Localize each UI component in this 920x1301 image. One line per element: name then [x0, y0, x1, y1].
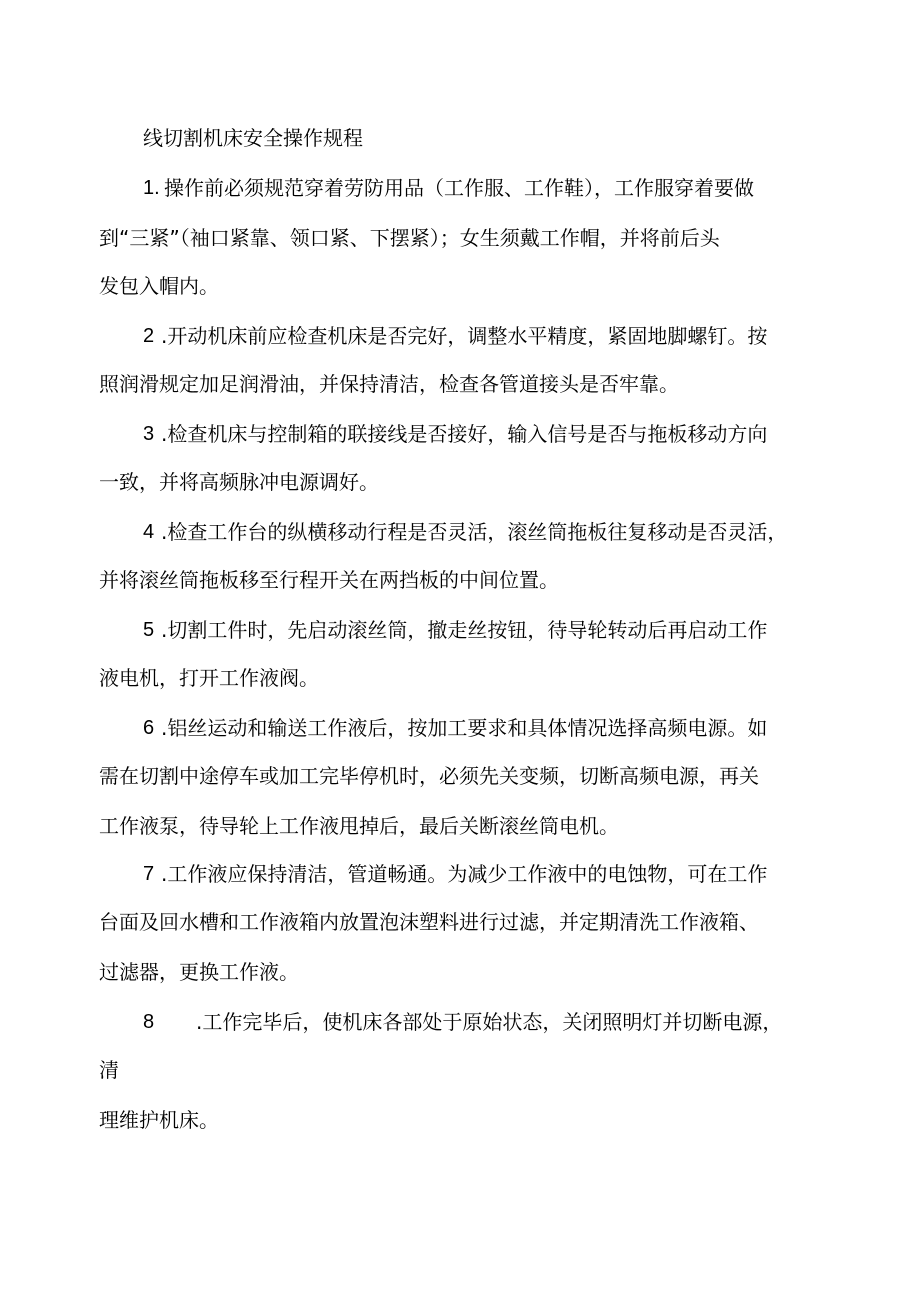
item-6-number: 6 [143, 717, 155, 739]
item-4-line-1: .检查工作台的纵横移动行程是否灵活，滚丝筒拖板往复移动是否灵活， [161, 520, 788, 544]
item-8-line-2: 清 [99, 1058, 119, 1082]
item-6-line-3: 工作液泵，待导轮上工作液甩掉后，最后关断滚丝筒电机。 [99, 814, 619, 838]
item-1-number: 1. [143, 177, 160, 199]
item-1-line-1: 操作前必须规范穿着劳防用品（工作服、工作鞋），工作服穿着要做 [164, 176, 754, 200]
item-1-line-3: 发包入帽内。 [99, 274, 219, 298]
item-2-line-1: .开动机床前应检查机床是否完好，调整水平精度，紧固地脚螺钉。按 [161, 324, 768, 348]
item-6-line-1: .铝丝运动和输送工作液后，按加工要求和具体情况选择高频电源。如 [161, 716, 768, 740]
item-8-line-1: .工作完毕后，使机床各部处于原始状态，关闭照明灯并切断电源， [196, 1010, 783, 1034]
item-5-line-1: .切割工件时，先启动滚丝筒，撤走丝按钮，待导轮转动后再启动工作 [161, 618, 768, 642]
item-2-line-2: 照润滑规定加足润滑油，并保持清洁，检查各管道接头是否牢靠。 [99, 372, 679, 396]
item-7-number: 7 [143, 863, 155, 885]
item-3-line-1: .检查机床与控制箱的联接线是否接好，输入信号是否与拖板移动方向 [161, 422, 768, 446]
item-7-line-1: .工作液应保持清洁，管道畅通。为减少工作液中的电蚀物，可在工作 [161, 862, 768, 886]
item-5-number: 5 [143, 619, 155, 641]
item-1-line-2: 到“三紧”（袖口紧靠、领口紧、下摆紧）；女生须戴工作帽，并将前后头 [99, 226, 720, 250]
item-5-line-2: 液电机，打开工作液阀。 [99, 666, 319, 690]
item-3-number: 3 [143, 423, 155, 445]
item-6-line-2: 需在切割中途停车或加工完毕停机时，必须先关变频，切断高频电源，再关 [99, 764, 759, 788]
item-2-number: 2 [143, 325, 155, 347]
item-7-line-3: 过滤器，更换工作液。 [99, 960, 299, 984]
document-title: 线切割机床安全操作规程 [143, 126, 363, 150]
item-8-number: 8 [143, 1011, 155, 1033]
item-4-line-2: 并将滚丝筒拖板移至行程开关在两挡板的中间位置。 [99, 568, 559, 592]
item-8-line-3: 理维护机床。 [99, 1108, 219, 1132]
item-7-line-2: 台面及回水槽和工作液箱内放置泡沫塑料进行过滤，并定期清洗工作液箱、 [99, 910, 759, 934]
item-4-number: 4 [143, 521, 155, 543]
item-3-line-2: 一致，并将高频脉冲电源调好。 [99, 470, 379, 494]
